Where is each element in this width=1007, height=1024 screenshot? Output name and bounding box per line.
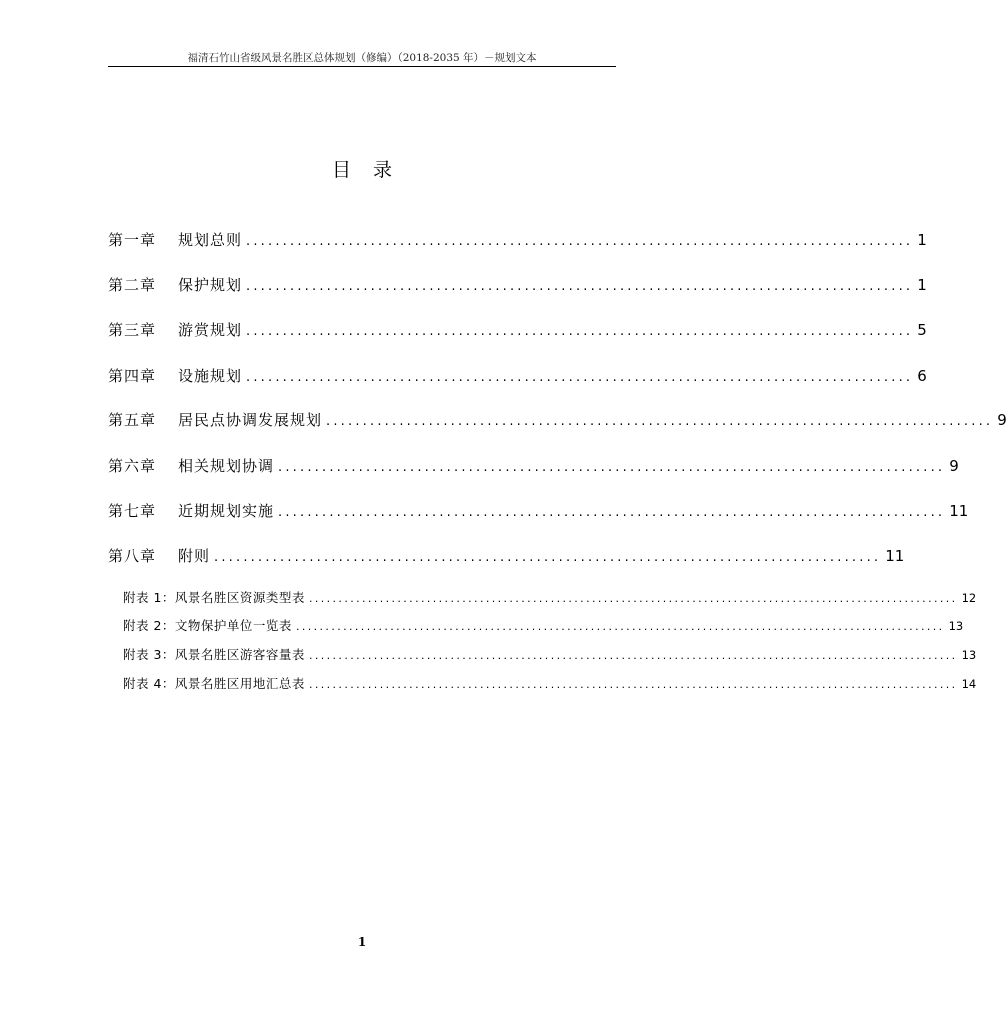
toc-appendix-title: 附表 1：风景名胜区资源类型表 [123, 590, 305, 605]
toc-dot-leader: .............................................................................................................. [308, 592, 958, 605]
toc-chapter-number: 第四章 [108, 367, 157, 385]
toc-dot-leader: ........................................................................................... [246, 234, 914, 249]
toc-chapter-number: 第五章 [108, 411, 157, 429]
toc-appendix-title: 附表 3：风景名胜区游客容量表 [123, 647, 305, 662]
toc-page-number: 13 [948, 619, 964, 633]
toc-page-number: 13 [961, 648, 977, 662]
toc-chapter-title: 相关规划协调 [178, 457, 275, 475]
toc-dot-leader: ........................................................................................... [214, 550, 882, 565]
toc-chapter-title: 规划总则 [178, 231, 243, 249]
toc-page-number: 11 [885, 547, 905, 565]
toc-page-number: 5 [917, 321, 927, 339]
toc-entry[interactable] [108, 229, 927, 250]
toc-page-number: 1 [917, 276, 927, 294]
toc-page-number: 9 [997, 411, 1007, 429]
toc-page-number: 11 [949, 502, 969, 520]
toc-dot-leader: ........................................................................................... [326, 414, 994, 429]
toc-appendix-entry[interactable] [123, 645, 977, 663]
toc-dot-leader: .............................................................................................................. [308, 649, 958, 662]
toc-page-number: 9 [949, 457, 959, 475]
toc-page-number: 1 [917, 231, 927, 249]
toc-appendix-entry[interactable] [123, 588, 977, 606]
header-rule [108, 66, 616, 67]
toc-chapter-title: 保护规划 [178, 276, 243, 294]
toc-page-number: 6 [917, 367, 927, 385]
toc-entry[interactable] [108, 409, 1007, 430]
toc-appendix-entry[interactable] [123, 616, 964, 634]
toc-chapter-title: 近期规划实施 [178, 502, 275, 520]
toc-chapter-title: 居民点协调发展规划 [178, 411, 323, 429]
toc-entry[interactable] [108, 274, 927, 295]
toc-dot-leader: .............................................................................................................. [295, 620, 945, 633]
toc-chapter-number: 第八章 [108, 547, 157, 565]
page-number: 1 [357, 935, 367, 949]
toc-dot-leader: ........................................................................................... [246, 324, 914, 339]
toc-dot-leader: ........................................................................................... [278, 460, 946, 475]
toc-entry[interactable] [108, 319, 927, 340]
toc-chapter-number: 第二章 [108, 276, 157, 294]
toc-chapter-number: 第一章 [108, 231, 157, 249]
toc-entry[interactable] [108, 365, 927, 386]
toc-page-number: 12 [961, 591, 977, 605]
toc-appendix-title: 附表 4：风景名胜区用地汇总表 [123, 676, 305, 691]
toc-chapter-number: 第六章 [108, 457, 157, 475]
toc-entry[interactable] [108, 455, 959, 476]
document-header: 福清石竹山省级风景名胜区总体规划（修编）（2018-2035 年）－规划文本 [187, 52, 537, 64]
toc-chapter-title: 游赏规划 [178, 321, 243, 339]
toc-page-number: 14 [961, 677, 977, 691]
toc-dot-leader: ........................................................................................... [246, 370, 914, 385]
toc-dot-leader: ........................................................................................... [278, 505, 946, 520]
toc-chapter-title: 附则 [178, 547, 211, 565]
toc-entry[interactable] [108, 500, 969, 521]
toc-dot-leader: ........................................................................................... [246, 279, 914, 294]
toc-title: 目录 [331, 159, 414, 181]
toc-dot-leader: .............................................................................................................. [308, 678, 958, 691]
toc-appendix-entry[interactable] [123, 674, 977, 692]
toc-chapter-title: 设施规划 [178, 367, 243, 385]
toc-chapter-number: 第七章 [108, 502, 157, 520]
toc-chapter-number: 第三章 [108, 321, 157, 339]
toc-appendix-title: 附表 2：文物保护单位一览表 [123, 618, 292, 633]
toc-entry[interactable] [108, 545, 905, 566]
